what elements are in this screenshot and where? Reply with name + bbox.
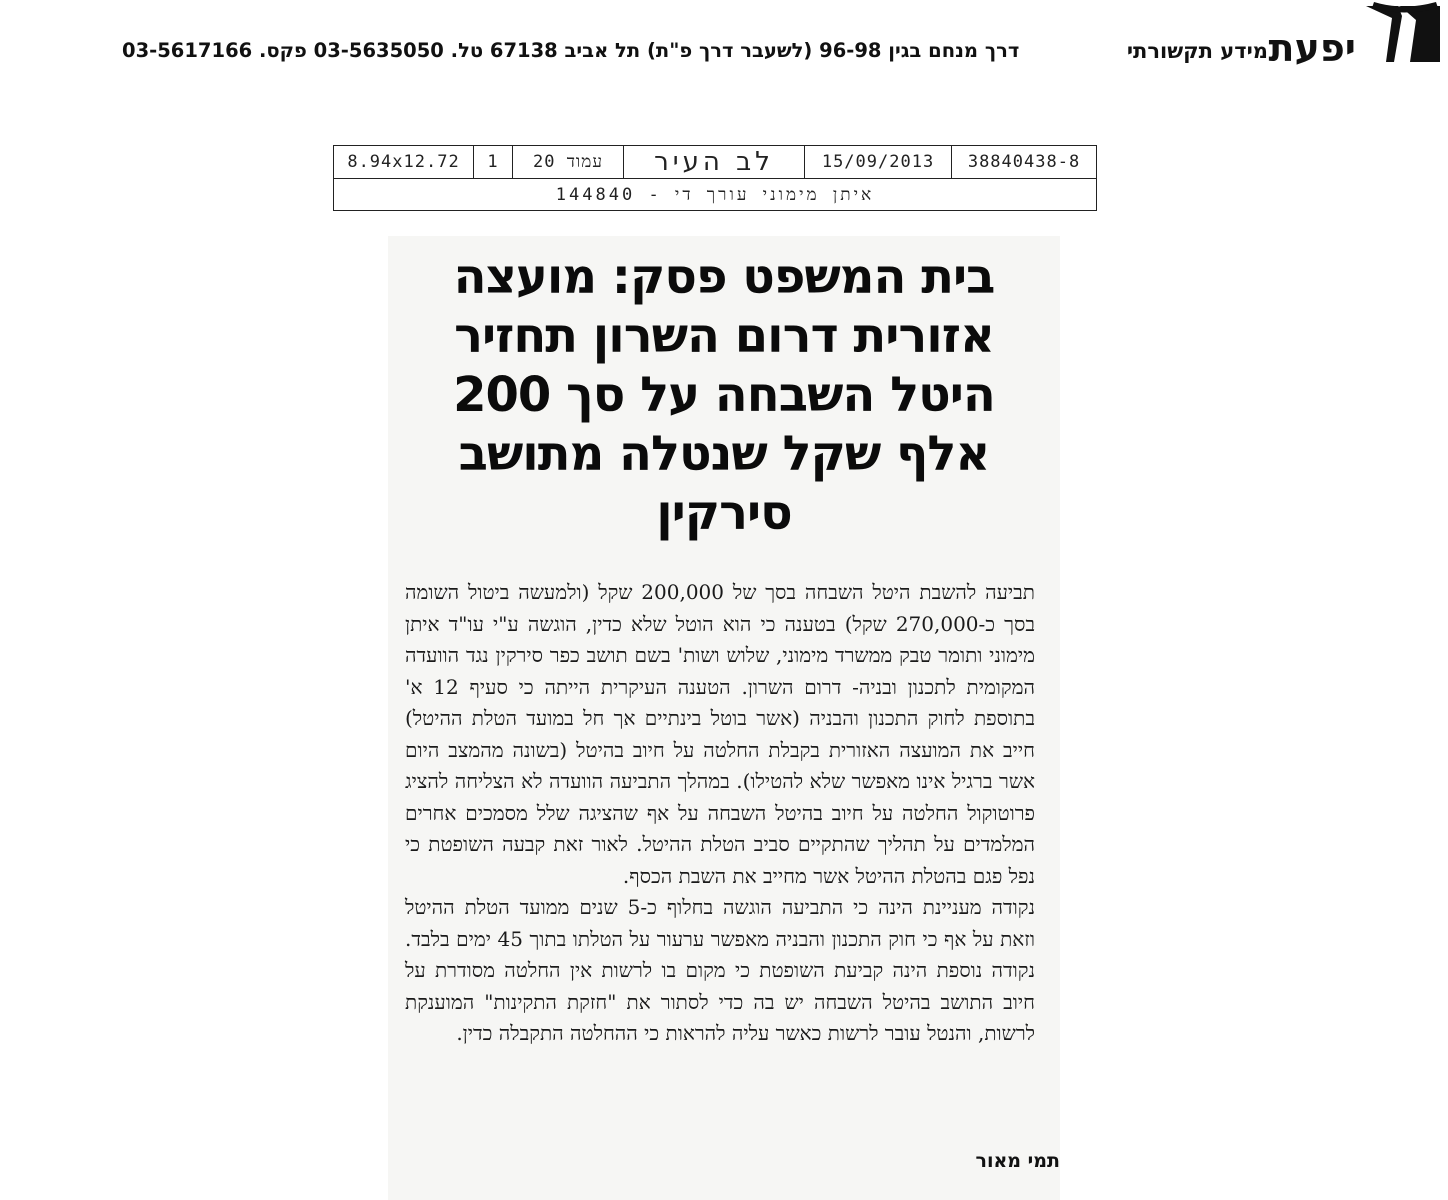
meta-size: 8.94x12.72 bbox=[347, 152, 460, 172]
contact-info: דרך מנחם בגין 96-98 (לשעבר דרך פ"ת) תל אביב 67138 טל. 03-5635050 פקס. 03-5617166 bbox=[122, 39, 1020, 62]
brand-name: יפעת bbox=[1268, 26, 1356, 70]
article-paragraph: נקודה מעניינת הינה כי התביעה הוגשה בחלוף כ-5 שנים ממועד הטלת ההיטל וזאת על אף כי חוק התכנון והבניה מאפשר ערעור על הטלתו בתוך 45 ימים בלבד. נקודה נוספת הינה קביעת השופטת כי מקום בו לרשות אין החלטה מסודרת על חיוב התושב בהיטל השבחה יש בה כדי לסתור את "חזקת התקינות" המוענקת לרשות, והנטל עובר לרשות כאשר עליה להראות כי ההחלטה התקבלה כדין. bbox=[405, 895, 1036, 1045]
meta-row bbox=[334, 146, 1096, 179]
meta-id: 38840438-8 bbox=[951, 146, 1096, 178]
clipping-meta-table bbox=[333, 145, 1097, 211]
headline-line: סירקין bbox=[656, 485, 792, 541]
meta-client: איתן מימוני עורך די - 144840 bbox=[555, 184, 875, 205]
meta-page: עמוד 20 bbox=[512, 146, 623, 178]
article-body bbox=[405, 577, 1035, 1050]
article-paragraph: תביעה להשבת היטל השבחה בסך של 200,000 שקל (ולמעשה ביטול השומה בסך כ-270,000 שקל) בטענה כי הוא הוטל שלא כדין, הוגשה ע"י עו"ד איתן מימוני ותומר טבק ממשרד מימוני, שלוש ושות' בשם תושב כפר סירקין נגד הוועדה המקומית לתכנון ובניה- דרום השרון. הטענה העיקרית הייתה כי סעיף 12 א' בתוספת לחוק התכנון והבניה (אשר בוטל בינתיים אך חל במועד הטלת ההיטל) חייב את המועצה האזורית בקבלת החלטה על חיוב בהיטל (בשונה מהמצב היום אשר ברגיל אינו מאפשר שלא להטילו). במהלך התביעה הוועדה לא הצליחה להציג פרוטוקול החלטה על חיוב בהיטל השבחה על אף שהציגה שלל מסמכים אחרים המלמדים על תהליך שהתקיים סביב הטלת ההיטל. לאור זאת קבעה השופטת כי נפל פגם בהטלת ההיטל אשר מחייב את השבת הכסף. bbox=[405, 580, 1035, 888]
header bbox=[0, 0, 1448, 90]
article-byline: תמי מאור bbox=[975, 1150, 1060, 1172]
article-headline bbox=[398, 248, 1050, 543]
meta-date: 15/09/2013 bbox=[804, 146, 951, 178]
headline-line: בית המשפט פסק: מועצה bbox=[453, 249, 995, 305]
brand-subtitle: מידע תקשורתי bbox=[1126, 39, 1268, 63]
headline-line: אלף שקל שנטלה מתושב bbox=[458, 426, 990, 482]
headline-line: היטל השבחה על סך 200 bbox=[453, 367, 995, 423]
meta-publication: לב העיר bbox=[623, 146, 804, 178]
headline-line: אזורית דרום השרון תחזיר bbox=[454, 308, 994, 364]
meta-count: 1 bbox=[473, 146, 512, 178]
yifat-logo-icon bbox=[1364, 2, 1442, 64]
